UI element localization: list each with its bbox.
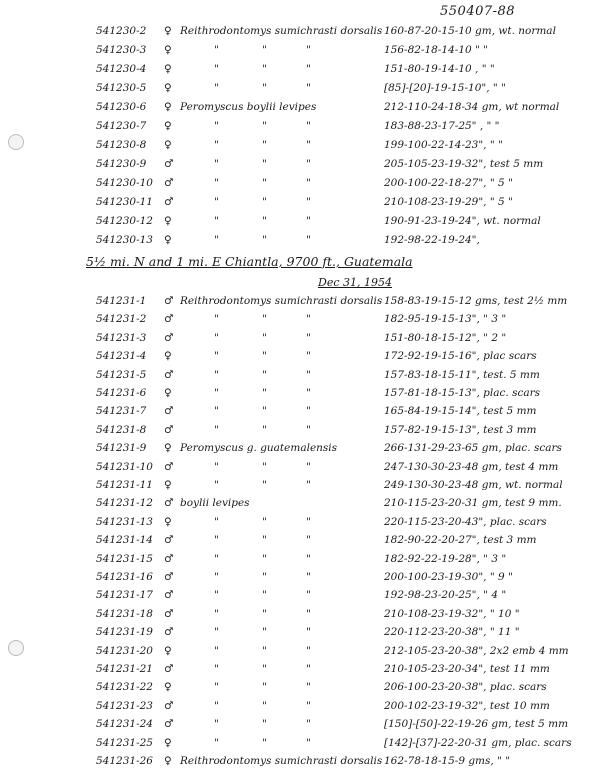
catalog-number: 541231-5	[96, 368, 147, 381]
sex-symbol: ♀	[164, 101, 172, 113]
sex-symbol: ♂	[164, 423, 174, 436]
catalog-number: 541231-8	[96, 423, 147, 436]
catalog-number: 541230-5	[96, 82, 147, 94]
sex-symbol: ♀	[164, 479, 172, 491]
ditto-mark: "	[214, 607, 219, 620]
ditto-mark: "	[262, 681, 267, 694]
table-row	[0, 586, 600, 605]
table-row	[0, 41, 600, 60]
ditto-mark: "	[262, 368, 267, 381]
species-name: Peromyscus boylii levipes	[180, 101, 317, 113]
ditto-mark: "	[214, 460, 219, 473]
ditto-mark: "	[306, 368, 311, 381]
sex-symbol: ♀	[164, 387, 172, 399]
measurements: 165-84-19-15-14", test 5 mm	[384, 405, 537, 418]
catalog-number: 541231-10	[96, 460, 153, 473]
sex-symbol: ♀	[164, 63, 172, 75]
table-row	[0, 734, 600, 753]
ditto-mark: "	[306, 350, 311, 363]
table-row	[0, 98, 600, 117]
table-row	[0, 366, 600, 385]
measurements: 151-80-19-14-10 , " "	[384, 63, 495, 75]
sex-symbol: ♂	[164, 177, 174, 189]
ditto-mark: "	[214, 736, 219, 749]
table-row	[0, 697, 600, 716]
table-row	[0, 494, 600, 513]
table-row	[0, 568, 600, 587]
ditto-mark: "	[262, 644, 267, 657]
sex-symbol: ♀	[164, 755, 172, 767]
ditto-mark: "	[306, 718, 311, 731]
ditto-mark: "	[262, 699, 267, 712]
sex-symbol: ♂	[164, 331, 174, 344]
ditto-mark: "	[306, 158, 311, 170]
catalog-number: 541230-9	[96, 158, 147, 170]
measurements: 266-131-29-23-65 gm, plac. scars	[384, 442, 562, 455]
catalog-number: 541231-4	[96, 350, 147, 363]
sex-symbol: ♂	[164, 368, 174, 381]
catalog-number: 541231-21	[96, 663, 153, 675]
sex-symbol: ♂	[164, 534, 174, 547]
table-row	[0, 310, 600, 329]
ditto-mark: "	[262, 589, 267, 602]
measurements: 199-100-22-14-23", " "	[384, 139, 503, 151]
ditto-mark: "	[262, 331, 267, 344]
ditto-mark: "	[306, 515, 311, 528]
sex-symbol: ♂	[164, 313, 174, 326]
catalog-number: 541231-11	[96, 479, 153, 491]
ditto-mark: "	[262, 387, 267, 399]
ditto-mark: "	[262, 479, 267, 491]
ditto-mark: "	[306, 479, 311, 491]
ditto-mark: "	[262, 196, 267, 208]
catalog-number: 541231-24	[96, 718, 153, 731]
measurements: 192-98-23-20-25", " 4 "	[384, 589, 507, 602]
ditto-mark: "	[306, 534, 311, 547]
sex-symbol: ♂	[164, 405, 174, 418]
measurements: 172-92-19-15-16", plac scars	[384, 350, 537, 363]
ditto-mark: "	[306, 405, 311, 418]
ditto-mark: "	[214, 368, 219, 381]
measurements: [85]-[20]-19-15-10", " "	[384, 82, 506, 94]
table-row	[0, 212, 600, 231]
measurements: 206-100-23-20-38", plac. scars	[384, 681, 547, 694]
ditto-mark: "	[214, 44, 219, 56]
catalog-number: 541230-12	[96, 215, 153, 227]
measurements: 249-130-30-23-48 gm, wt. normal	[384, 479, 563, 491]
measurements: 192-98-22-19-24",	[384, 234, 480, 246]
ditto-mark: "	[262, 234, 267, 246]
table-row	[0, 715, 600, 734]
catalog-number: 541230-11	[96, 196, 153, 208]
ditto-mark: "	[306, 423, 311, 436]
ditto-mark: "	[262, 82, 267, 94]
ditto-mark: "	[214, 158, 219, 170]
measurements: 200-100-23-19-30", " 9 "	[384, 571, 513, 583]
table-row	[0, 117, 600, 136]
catalog-number: 541231-15	[96, 552, 153, 565]
ditto-mark: "	[306, 63, 311, 75]
ditto-mark: "	[306, 552, 311, 565]
ditto-mark: "	[306, 460, 311, 473]
ditto-mark: "	[262, 552, 267, 565]
species-name: Reithrodontomys sumichrasti dorsalis	[180, 25, 383, 37]
catalog-number: 541230-8	[96, 139, 147, 151]
catalog-number: 541230-3	[96, 44, 147, 56]
measurements: 162-78-18-15-9 gms, " "	[384, 755, 511, 767]
ditto-mark: "	[306, 215, 311, 227]
sex-symbol: ♀	[164, 736, 172, 749]
ditto-mark: "	[262, 120, 267, 132]
ditto-mark: "	[306, 571, 311, 583]
species-name: Reithrodontomys sumichrasti dorsalis	[180, 295, 383, 307]
ditto-mark: "	[214, 681, 219, 694]
catalog-number: 541231-7	[96, 405, 147, 418]
measurements: 157-81-18-15-13", plac. scars	[384, 387, 541, 399]
catalog-number: 541231-6	[96, 387, 147, 399]
sex-symbol: ♀	[164, 234, 172, 246]
ditto-mark: "	[214, 515, 219, 528]
species-name: Reithrodontomys sumichrasti dorsalis	[180, 755, 383, 767]
catalog-number: 541231-23	[96, 699, 153, 712]
sex-symbol: ♂	[164, 607, 174, 620]
ditto-mark: "	[214, 331, 219, 344]
ditto-mark: "	[262, 405, 267, 418]
ditto-mark: "	[262, 423, 267, 436]
catalog-number: 541231-22	[96, 681, 153, 694]
catalog-number: 541230-6	[96, 101, 147, 113]
page-number: 550407-88	[440, 4, 516, 19]
table-row	[0, 155, 600, 174]
measurements: 212-110-24-18-34 gm, wt normal	[384, 101, 560, 113]
table-row	[0, 642, 600, 661]
sex-symbol: ♂	[164, 571, 174, 583]
table-row	[0, 458, 600, 477]
ditto-mark: "	[214, 234, 219, 246]
ditto-mark: "	[306, 644, 311, 657]
ditto-mark: "	[262, 63, 267, 75]
catalog-number: 541231-1	[96, 295, 147, 307]
catalog-number: 541230-2	[96, 25, 147, 37]
table-row	[0, 231, 600, 250]
ditto-mark: "	[262, 663, 267, 675]
table-row	[0, 22, 600, 41]
ditto-mark: "	[262, 571, 267, 583]
ditto-mark: "	[262, 350, 267, 363]
catalog-number: 541231-18	[96, 607, 153, 620]
sex-symbol: ♂	[164, 196, 174, 208]
measurements: 182-95-19-15-13", " 3 "	[384, 313, 507, 326]
sex-symbol: ♂	[164, 626, 174, 639]
sex-symbol: ♀	[164, 215, 172, 227]
ditto-mark: "	[214, 718, 219, 731]
sex-symbol: ♂	[164, 663, 174, 675]
measurements: 247-130-30-23-48 gm, test 4 mm	[384, 460, 559, 473]
ditto-mark: "	[214, 479, 219, 491]
sex-symbol: ♀	[164, 644, 172, 657]
sex-symbol: ♂	[164, 699, 174, 712]
measurements: 210-108-23-19-32", " 10 "	[384, 607, 520, 620]
ditto-mark: "	[214, 644, 219, 657]
ditto-mark: "	[262, 177, 267, 189]
sex-symbol: ♀	[164, 120, 172, 132]
ditto-mark: "	[306, 139, 311, 151]
ditto-mark: "	[214, 663, 219, 675]
table-row	[0, 384, 600, 403]
ditto-mark: "	[306, 177, 311, 189]
catalog-number: 541231-9	[96, 442, 147, 455]
table-row	[0, 623, 600, 642]
sex-symbol: ♀	[164, 681, 172, 694]
ditto-mark: "	[262, 215, 267, 227]
table-row	[0, 402, 600, 421]
measurements: 157-83-18-15-11", test. 5 mm	[384, 368, 540, 381]
table-row	[0, 421, 600, 440]
ditto-mark: "	[214, 552, 219, 565]
ditto-mark: "	[306, 234, 311, 246]
measurements: 157-82-19-15-13", test 3 mm	[384, 423, 537, 436]
catalog-number: 541231-2	[96, 313, 147, 326]
catalog-number: 541231-12	[96, 497, 153, 510]
collection-date: Dec 31, 1954	[318, 276, 392, 289]
ditto-mark: "	[262, 139, 267, 151]
measurements: [150]-[50]-22-19-26 gm, test 5 mm	[384, 718, 569, 731]
ditto-mark: "	[214, 313, 219, 326]
measurements: 151-80-18-15-12", " 2 "	[384, 331, 507, 344]
ditto-mark: "	[214, 534, 219, 547]
catalog-number: 541231-3	[96, 331, 147, 344]
table-row	[0, 439, 600, 458]
ditto-mark: "	[214, 63, 219, 75]
measurements: 183-88-23-17-25" , " "	[384, 120, 500, 132]
sex-symbol: ♂	[164, 158, 174, 170]
table-row	[0, 292, 600, 311]
measurements: 210-105-23-20-34", test 11 mm	[384, 663, 550, 675]
measurements: 210-108-23-19-29", " 5 "	[384, 196, 513, 208]
ditto-mark: "	[214, 350, 219, 363]
ditto-mark: "	[306, 196, 311, 208]
ditto-mark: "	[306, 120, 311, 132]
ditto-mark: "	[306, 626, 311, 639]
ditto-mark: "	[306, 44, 311, 56]
sex-symbol: ♂	[164, 460, 174, 473]
measurements: 182-92-22-19-28", " 3 "	[384, 552, 507, 565]
ditto-mark: "	[306, 736, 311, 749]
ditto-mark: "	[306, 663, 311, 675]
ditto-mark: "	[262, 718, 267, 731]
ditto-mark: "	[306, 331, 311, 344]
catalog-number: 541231-20	[96, 644, 153, 657]
table-row	[0, 174, 600, 193]
ditto-mark: "	[214, 196, 219, 208]
ditto-mark: "	[306, 82, 311, 94]
measurements: [142]-[37]-22-20-31 gm, plac. scars	[384, 736, 572, 749]
sex-symbol: ♀	[164, 515, 172, 528]
sex-symbol: ♂	[164, 497, 174, 510]
table-row	[0, 678, 600, 697]
ditto-mark: "	[214, 405, 219, 418]
table-row	[0, 605, 600, 624]
ditto-mark: "	[262, 626, 267, 639]
locality-heading: 5½ mi. N and 1 mi. E Chiantla, 9700 ft., Guatemala	[86, 254, 413, 269]
ditto-mark: "	[214, 120, 219, 132]
table-row	[0, 79, 600, 98]
table-row	[0, 660, 600, 679]
measurements: 200-100-22-18-27", " 5 "	[384, 177, 513, 189]
catalog-number: 541231-14	[96, 534, 153, 547]
ditto-mark: "	[214, 423, 219, 436]
table-row	[0, 347, 600, 366]
sex-symbol: ♂	[164, 295, 174, 307]
table-row	[0, 193, 600, 212]
table-row	[0, 550, 600, 569]
ditto-mark: "	[262, 736, 267, 749]
sex-symbol: ♀	[164, 44, 172, 56]
ditto-mark: "	[214, 82, 219, 94]
measurements: 182-90-22-20-27", test 3 mm	[384, 534, 537, 547]
catalog-number: 541231-25	[96, 736, 153, 749]
measurements: 205-105-23-19-32", test 5 mm	[384, 158, 544, 170]
table-row	[0, 752, 600, 771]
measurements: 200-102-23-19-32", test 10 mm	[384, 699, 550, 712]
measurements: 220-112-23-20-38", " 11 "	[384, 626, 520, 639]
catalog-number: 541230-13	[96, 234, 153, 246]
table-row	[0, 531, 600, 550]
table-row	[0, 136, 600, 155]
ditto-mark: "	[306, 681, 311, 694]
ditto-mark: "	[306, 607, 311, 620]
ditto-mark: "	[214, 626, 219, 639]
ditto-mark: "	[306, 589, 311, 602]
catalog-number: 541231-13	[96, 515, 153, 528]
measurements: 190-91-23-19-24", wt. normal	[384, 215, 541, 227]
ditto-mark: "	[262, 460, 267, 473]
catalog-number: 541231-19	[96, 626, 153, 639]
catalog-number: 541231-16	[96, 571, 153, 583]
ditto-mark: "	[214, 571, 219, 583]
ditto-mark: "	[306, 387, 311, 399]
ditto-mark: "	[306, 699, 311, 712]
species-name: boylii levipes	[180, 497, 250, 510]
measurements: 156-82-18-14-10 " "	[384, 44, 489, 56]
catalog-number: 541230-10	[96, 177, 153, 189]
sex-symbol: ♀	[164, 442, 172, 455]
sex-symbol: ♀	[164, 139, 172, 151]
table-row	[0, 60, 600, 79]
ditto-mark: "	[214, 177, 219, 189]
table-row	[0, 513, 600, 532]
ditto-mark: "	[262, 158, 267, 170]
ditto-mark: "	[262, 607, 267, 620]
measurements: 158-83-19-15-12 gms, test 2½ mm	[384, 295, 568, 307]
ditto-mark: "	[306, 313, 311, 326]
ditto-mark: "	[214, 387, 219, 399]
ditto-mark: "	[214, 139, 219, 151]
sex-symbol: ♀	[164, 25, 172, 37]
catalog-number: 541230-4	[96, 63, 147, 75]
sex-symbol: ♂	[164, 718, 174, 731]
ditto-mark: "	[262, 515, 267, 528]
ditto-mark: "	[214, 589, 219, 602]
catalog-number: 541231-17	[96, 589, 153, 602]
ditto-mark: "	[214, 699, 219, 712]
sex-symbol: ♂	[164, 552, 174, 565]
table-row	[0, 329, 600, 348]
measurements: 160-87-20-15-10 gm, wt. normal	[384, 25, 556, 37]
measurements: 212-105-23-20-38", 2x2 emb 4 mm	[384, 644, 569, 657]
ditto-mark: "	[262, 313, 267, 326]
ditto-mark: "	[214, 215, 219, 227]
sex-symbol: ♀	[164, 82, 172, 94]
ditto-mark: "	[262, 534, 267, 547]
measurements: 210-115-23-20-31 gm, test 9 mm.	[384, 497, 562, 510]
table-row	[0, 476, 600, 495]
measurements: 220-115-23-20-43", plac. scars	[384, 515, 547, 528]
sex-symbol: ♂	[164, 589, 174, 602]
species-name: Peromyscus g. guatemalensis	[180, 442, 338, 455]
catalog-number: 541231-26	[96, 755, 153, 767]
ditto-mark: "	[262, 44, 267, 56]
catalog-number: 541230-7	[96, 120, 147, 132]
sex-symbol: ♀	[164, 350, 172, 363]
